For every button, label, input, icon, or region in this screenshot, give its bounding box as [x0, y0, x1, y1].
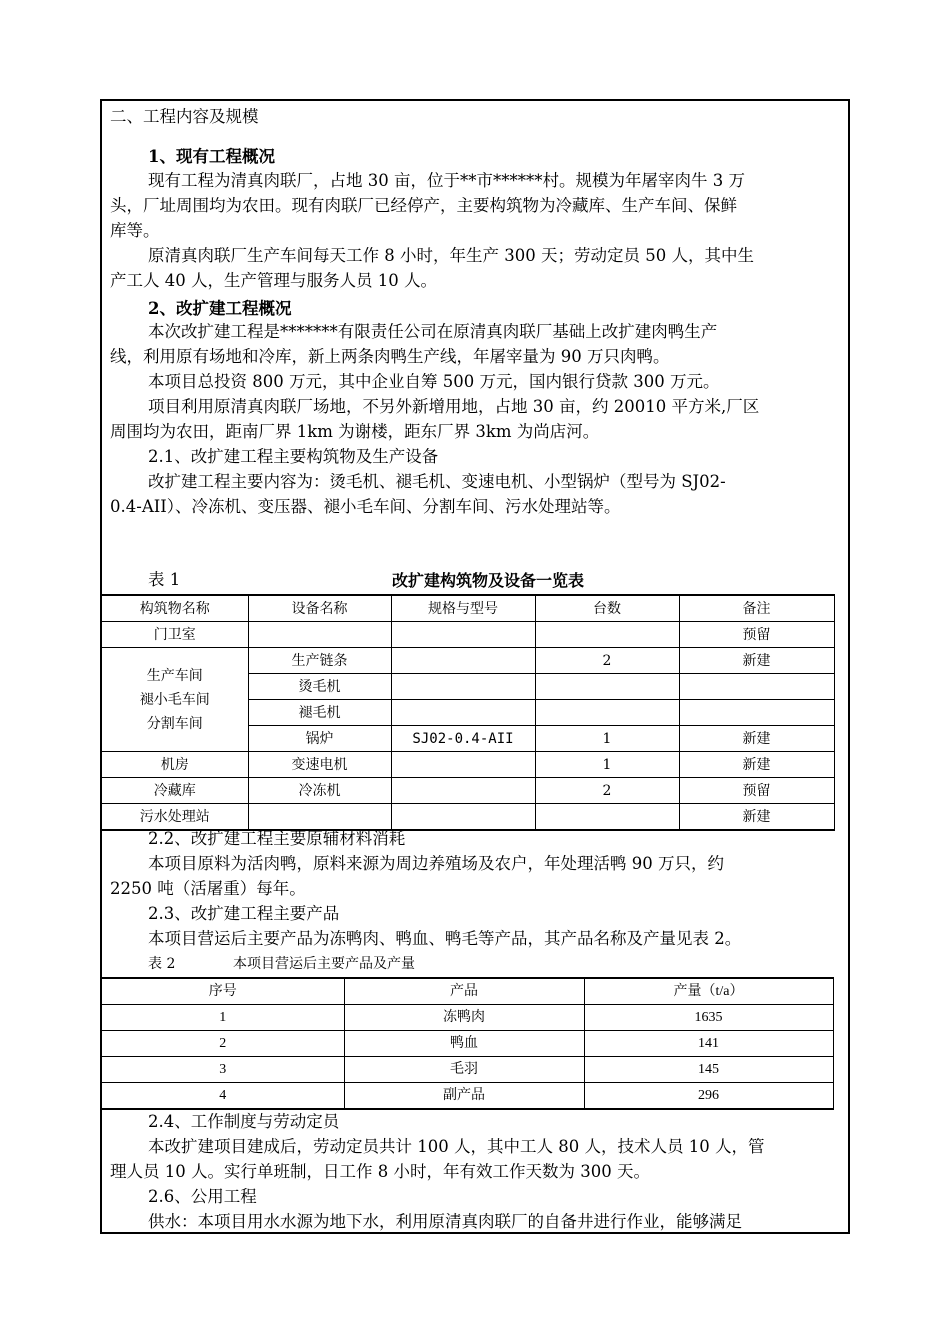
cell-count: 1	[535, 726, 679, 752]
cell-building: 机房	[102, 752, 248, 778]
cell-output: 1635	[584, 1005, 833, 1031]
table-header-row	[102, 978, 833, 1005]
cell-spec	[391, 700, 535, 726]
header-output: 产量（t/a）	[584, 978, 833, 1005]
cell-spec	[391, 622, 535, 648]
group-line: 生产车间	[146, 667, 203, 684]
labor-para-line1: 本改扩建项目建成后，劳动定员共计 100 人，其中工人 80 人，技术人员 10 人，管	[148, 1137, 765, 1156]
cell-product: 冻鸭肉	[344, 1005, 584, 1031]
labor-para-line2: 理人员 10 人。实行单班制，日工作 8 小时，年有效工作天数为 300 天。	[110, 1162, 650, 1181]
header-building: 构筑物名称	[102, 595, 248, 622]
existing-para2-line2: 产工人 40 人，生产管理与服务人员 10 人。	[110, 271, 437, 290]
cell-spec	[391, 752, 535, 778]
materials-heading: 2.2、改扩建工程主要原辅材料消耗	[148, 829, 406, 848]
cell-spec	[391, 674, 535, 700]
cell-equipment: 褪毛机	[248, 700, 391, 726]
cell-product: 毛羽	[344, 1057, 584, 1083]
equipment-table	[102, 594, 835, 831]
table2-label: 表 2	[148, 956, 176, 972]
cell-count	[535, 700, 679, 726]
existing-heading: 1、现有工程概况	[148, 147, 275, 166]
expansion-para4-line1: 改扩建工程主要内容为：烫毛机、褪毛机、变速电机、小型锅炉（型号为 SJ02-	[148, 472, 726, 491]
table1-title: 改扩建构筑物及设备一览表	[392, 571, 585, 590]
cell-building: 冷藏库	[102, 778, 248, 804]
cell-spec: SJ02-0.4-AII	[391, 726, 535, 752]
subsection-2-1: 2.1、改扩建工程主要构筑物及生产设备	[148, 447, 439, 466]
cell-output: 296	[584, 1083, 833, 1110]
cell-no: 2	[102, 1031, 344, 1057]
table1-label: 表 1	[148, 570, 181, 589]
cell-count	[535, 622, 679, 648]
cell-equipment: 生产链条	[248, 648, 391, 674]
expansion-para1-line1: 本次改扩建工程是*******有限责任公司在原清真肉联厂基础上改扩建肉鸭生产	[148, 322, 718, 341]
cell-spec	[391, 648, 535, 674]
table-row	[102, 648, 834, 674]
cell-equipment: 变速电机	[248, 752, 391, 778]
products-para: 本项目营运后主要产品为冻鸭肉、鸭血、鸭毛等产品，其产品名称及产量见表 2。	[148, 929, 742, 948]
cell-note: 新建	[679, 804, 834, 831]
cell-note: 预留	[679, 778, 834, 804]
group-line: 分割车间	[146, 715, 203, 732]
labor-heading: 2.4、工作制度与劳动定员	[148, 1112, 340, 1131]
existing-para2-line1: 原清真肉联厂生产车间每天工作 8 小时，年生产 300 天；劳动定员 50 人，其中生	[148, 246, 754, 265]
materials-para-line1: 本项目原料为活肉鸭，原料来源为周边养殖场及农户，年处理活鸭 90 万只，约	[148, 854, 724, 873]
products-heading: 2.3、改扩建工程主要产品	[148, 904, 340, 923]
cell-output: 145	[584, 1057, 833, 1083]
header-spec: 规格与型号	[391, 595, 535, 622]
header-count: 台数	[535, 595, 679, 622]
existing-para1-line2: 头，厂址周围均为农田。现有肉联厂已经停产，主要构筑物为冷藏库、生产车间、保鲜	[110, 196, 737, 215]
cell-note: 新建	[679, 648, 834, 674]
cell-building: 门卫室	[102, 622, 248, 648]
table-row	[102, 1057, 833, 1083]
table-row	[102, 1031, 833, 1057]
utilities-heading: 2.6、公用工程	[148, 1187, 257, 1206]
cell-count: 1	[535, 752, 679, 778]
cell-building-group	[102, 648, 248, 752]
expansion-para1-line2: 线，利用原有场地和冷库，新上两条肉鸭生产线，年屠宰量为 90 万只肉鸭。	[110, 347, 670, 366]
cell-product: 副产品	[344, 1083, 584, 1110]
products-table	[102, 977, 834, 1110]
expansion-para2: 本项目总投资 800 万元，其中企业自筹 500 万元，国内银行贷款 300 万元。	[148, 372, 720, 391]
cell-note: 预留	[679, 622, 834, 648]
utilities-para-line1: 供水：本项目用水水源为地下水，利用原清真肉联厂的自备井进行作业，能够满足	[148, 1212, 742, 1231]
expansion-para4-line2: 0.4-AII）、冷冻机、变压器、褪小毛车间、分割车间、污水处理站等。	[110, 497, 621, 516]
header-product: 产品	[344, 978, 584, 1005]
table-row	[102, 622, 834, 648]
cell-note: 新建	[679, 752, 834, 778]
table-row	[102, 752, 834, 778]
cell-product: 鸭血	[344, 1031, 584, 1057]
expansion-heading: 2、改扩建工程概况	[148, 299, 292, 318]
cell-note: 新建	[679, 726, 834, 752]
table-row	[102, 1005, 833, 1031]
cell-count	[535, 804, 679, 831]
cell-note	[679, 700, 834, 726]
cell-equipment: 锅炉	[248, 726, 391, 752]
header-note: 备注	[679, 595, 834, 622]
existing-para1-line1: 现有工程为清真肉联厂，占地 30 亩，位于**市******村。规模为年屠宰肉牛 3 万	[148, 171, 745, 190]
header-no: 序号	[102, 978, 344, 1005]
table2-title: 本项目营运后主要产品及产量	[233, 956, 415, 972]
cell-note	[679, 674, 834, 700]
cell-count: 2	[535, 648, 679, 674]
table-header-row	[102, 595, 834, 622]
cell-count	[535, 674, 679, 700]
table-row	[102, 1083, 833, 1110]
group-line: 褪小毛车间	[139, 691, 210, 708]
expansion-para3-line1: 项目利用原清真肉联厂场地，不另外新增用地，占地 30 亩，约 20010 平方米,厂区	[148, 397, 760, 416]
report-frame	[100, 99, 850, 1234]
table-row	[102, 778, 834, 804]
cell-equipment	[248, 622, 391, 648]
cell-spec	[391, 804, 535, 831]
cell-equipment: 冷冻机	[248, 778, 391, 804]
cell-equipment: 烫毛机	[248, 674, 391, 700]
materials-para-line2: 2250 吨（活屠重）每年。	[110, 879, 306, 898]
cell-no: 3	[102, 1057, 344, 1083]
existing-para1-line3: 库等。	[110, 221, 160, 240]
header-equipment: 设备名称	[248, 595, 391, 622]
cell-count: 2	[535, 778, 679, 804]
section-title: 二、工程内容及规模	[110, 107, 259, 126]
expansion-para3-line2: 周围均为农田，距南厂界 1km 为谢楼，距东厂界 3km 为尚店河。	[110, 422, 600, 441]
cell-no: 1	[102, 1005, 344, 1031]
cell-output: 141	[584, 1031, 833, 1057]
cell-building: 污水处理站	[102, 804, 248, 831]
cell-spec	[391, 778, 535, 804]
cell-no: 4	[102, 1083, 344, 1110]
